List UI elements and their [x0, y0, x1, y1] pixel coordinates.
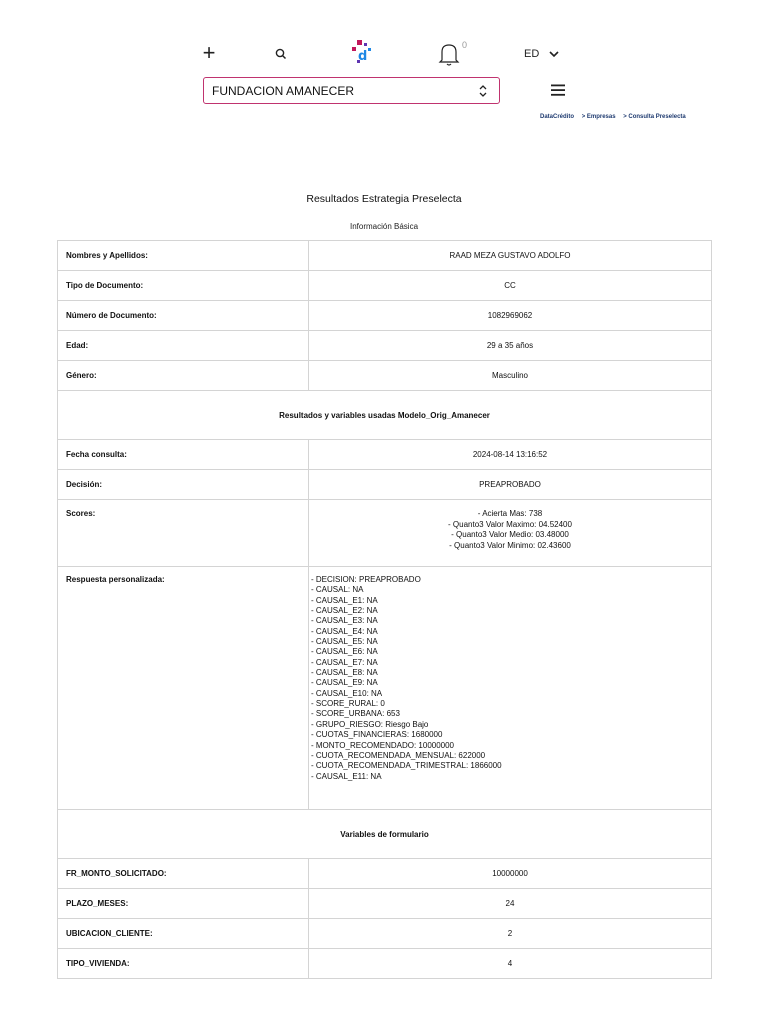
row-value: 1082969062: [309, 301, 712, 331]
response-line: - CUOTA_RECOMENDADA_TRIMESTRAL: 1866000: [311, 761, 502, 771]
breadcrumb-empresas[interactable]: > Empresas: [581, 114, 616, 120]
response-line: - CAUSAL_E2: NA: [311, 606, 378, 616]
table-row: [58, 859, 712, 889]
response-line: - CAUSAL_E3: NA: [311, 616, 378, 626]
language-label: ED: [524, 48, 540, 60]
section-model-title: Resultados y variables usadas Modelo_Orig_Amanecer: [58, 391, 712, 440]
response-line: - SCORE_RURAL: 0: [311, 699, 385, 709]
row-label: TIPO_VIVIENDA:: [58, 949, 309, 979]
row-value: 2: [309, 919, 712, 949]
table-row: [58, 331, 712, 361]
response-line: - CUOTAS_FINANCIERAS: 1680000: [311, 730, 443, 740]
row-value: 29 a 35 años: [309, 331, 712, 361]
response-line: - GRUPO_RIESGO: Riesgo Bajo: [311, 719, 429, 729]
response-line: - CAUSAL_E4: NA: [311, 626, 378, 636]
response-line: - MONTO_RECOMENDADO: 10000000: [311, 740, 455, 750]
scores-value: [309, 500, 712, 567]
page-title: Resultados Estrategia Preselecta: [306, 193, 462, 205]
row-label: Decisión:: [58, 470, 309, 500]
section-basic-info-title: Información Básica: [349, 222, 419, 231]
table-row: [58, 301, 712, 331]
row-label: Edad:: [58, 331, 309, 361]
breadcrumb: [540, 114, 740, 120]
table-row: [58, 500, 712, 567]
response-line: - CAUSAL_E11: NA: [311, 771, 382, 781]
row-label: Nombres y Apellidos:: [58, 241, 309, 271]
response-line: - CAUSAL_E5: NA: [311, 637, 378, 647]
row-value: CC: [309, 271, 712, 301]
row-label: Scores:: [58, 500, 309, 567]
row-label: Género:: [58, 361, 309, 391]
notification-bell-icon[interactable]: [434, 38, 464, 70]
row-value: 24: [309, 889, 712, 919]
row-label: Respuesta personalizada:: [58, 567, 309, 810]
updown-chevron-icon: [479, 85, 487, 97]
search-icon[interactable]: [271, 44, 291, 64]
results-table: [57, 240, 712, 979]
row-label: FR_MONTO_SOLICITADO:: [58, 859, 309, 889]
table-row: [58, 470, 712, 500]
svg-text:d: d: [358, 49, 368, 64]
response-line: - CAUSAL_E1: NA: [311, 595, 378, 605]
table-row: [58, 440, 712, 470]
section-row: [58, 391, 712, 440]
table-row: [58, 889, 712, 919]
table-row: [58, 241, 712, 271]
hamburger-menu-icon[interactable]: [548, 80, 568, 100]
row-value: Masculino: [309, 361, 712, 391]
response-line: - CAUSAL: NA: [311, 585, 364, 595]
row-value: 2024-08-14 13:16:52: [309, 440, 712, 470]
breadcrumb-datacredito[interactable]: DataCrédito: [540, 114, 575, 120]
company-select[interactable]: [203, 77, 500, 104]
section-row: [58, 810, 712, 859]
response-line: - DECISION: PREAPROBADO: [311, 575, 421, 584]
datacredito-logo-icon[interactable]: [348, 38, 376, 70]
section-form-title: Variables de formulario: [58, 810, 712, 859]
response-line: - SCORE_URBANA: 653: [311, 709, 400, 719]
row-label: PLAZO_MESES:: [58, 889, 309, 919]
table-row: [58, 567, 712, 810]
response-line: - CUOTA_RECOMENDADA_MENSUAL: 622000: [311, 750, 486, 760]
table-row: [58, 361, 712, 391]
response-line: - CAUSAL_E8: NA: [311, 668, 378, 678]
score-line: - Quanto3 Valor Minimo: 02.43600: [449, 540, 571, 550]
chevron-down-icon: [549, 50, 559, 58]
top-bar: [0, 38, 768, 72]
score-line: - Quanto3 Valor Medio: 03.48000: [451, 530, 569, 539]
row-label: Tipo de Documento:: [58, 271, 309, 301]
plus-icon[interactable]: +: [202, 40, 216, 65]
breadcrumb-consulta-preselecta[interactable]: > Consulta Preselecta: [623, 114, 686, 120]
response-line: - CAUSAL_E6: NA: [311, 647, 378, 657]
response-line: - CAUSAL_E7: NA: [311, 657, 378, 667]
row-value: RAAD MEZA GUSTAVO ADOLFO: [309, 241, 712, 271]
row-label: Fecha consulta:: [58, 440, 309, 470]
company-select-value: FUNDACION AMANECER: [212, 83, 355, 98]
row-value: 10000000: [309, 859, 712, 889]
table-row: [58, 271, 712, 301]
table-row: [58, 919, 712, 949]
table-row: [58, 949, 712, 979]
notification-count: 0: [462, 40, 468, 50]
score-line: - Quanto3 Valor Maximo: 04.52400: [448, 519, 572, 529]
row-label: UBICACION_CLIENTE:: [58, 919, 309, 949]
row-label: Número de Documento:: [58, 301, 309, 331]
response-line: - CAUSAL_E10: NA: [311, 688, 383, 698]
row-value: 4: [309, 949, 712, 979]
language-selector[interactable]: [524, 44, 559, 64]
response-value: [309, 567, 712, 810]
row-value: PREAPROBADO: [309, 470, 712, 500]
score-line: - Acierta Mas: 738: [477, 509, 543, 518]
response-line: - CAUSAL_E9: NA: [311, 678, 378, 688]
